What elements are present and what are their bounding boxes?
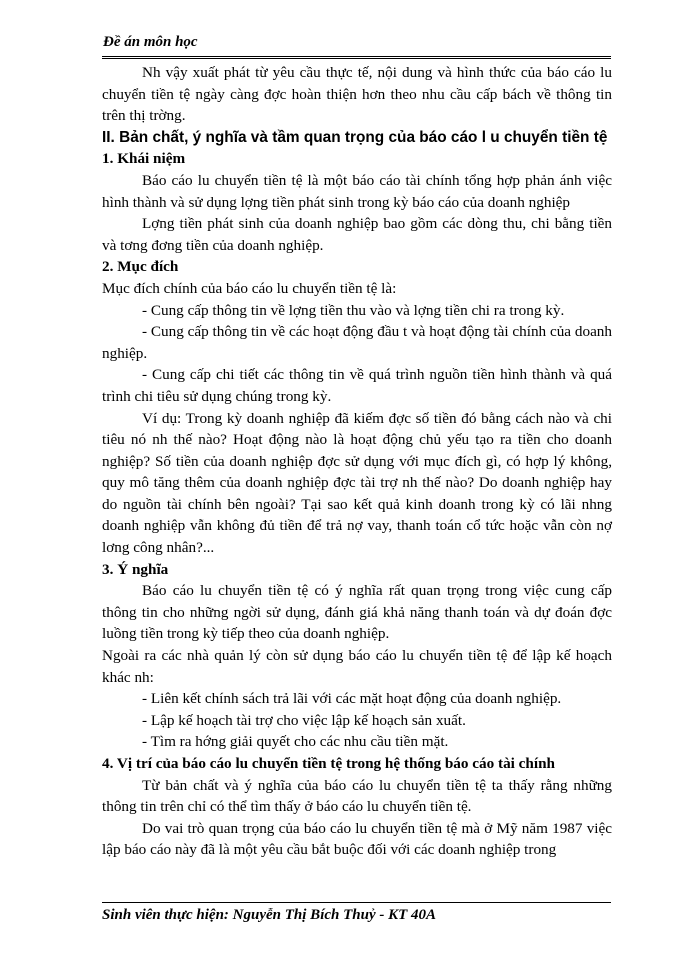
paragraph: Báo cáo lu chuyển tiền tệ là một báo cáo tài chính tổng hợp phản ánh việc hình thành và sử dụng lợng tiền phát sinh trong kỳ báo cáo của doanh nghiệp — [102, 171, 612, 211]
paragraph: Ví dụ: Trong kỳ doanh nghiệp đã kiếm đợc số tiền đó bằng cách nào và chi tiêu nó nh thế nào? Hoạt động nào là hoạt động chủ yếu tạo ra tiền cho doanh nghiệp? Số tiền của doanh nghiệp đợc sử dụng với mục đích gì, có hợp lý không, quy mô tăng thêm của doanh nghiệp đợc tài trợ nh thế nào? Do doanh nghiệp hay do nguồn tài chính bên ngoài? Tại sao kết quả kinh doanh trong kỳ có lãi nhng doanh nghiệp vẫn không đủ tiền để trả nợ vay, thanh toán cổ tức hoặc vẫn còn nợ lơng công nhân?... — [102, 409, 612, 557]
header-divider — [102, 56, 611, 59]
subsection-heading: 3. Ý nghĩa — [102, 560, 169, 578]
page-header: Đề án môn học — [103, 34, 198, 50]
section-heading: II. Bản chất, ý nghĩa và tầm quan trọng của báo cáo l u chuyển tiền tệ — [102, 128, 608, 146]
bullet-item: - Lập kế hoạch tài trợ cho việc lập kế hoạch sản xuất. — [142, 711, 466, 729]
paragraph: Báo cáo lu chuyển tiền tệ có ý nghĩa rất quan trọng trong việc cung cấp thông tin cho những ngời sử dụng, đánh giá khả năng thanh toán và dự đoán đợc luồng tiền trong kỳ tiếp theo của doanh nghiệp. — [102, 582, 612, 643]
paragraph: Lợng tiền phát sinh của doanh nghiệp bao gồm các dòng thu, chi bằng tiền và tơng đơng tiền của doanh nghiệp. — [102, 215, 612, 254]
bullet-item: - Cung cấp thông tin về lợng tiền thu vào và lợng tiền chi ra trong kỳ. — [142, 301, 565, 319]
bullet-item: - Cung cấp thông tin về các hoạt động đầu t và hoạt động tài chính của doanh nghiệp. — [102, 323, 612, 362]
paragraph: Ngoài ra các nhà quản lý còn sử dụng báo cáo lu chuyển tiền tệ để lập kế hoạch khác nh: — [102, 647, 612, 686]
subsection-heading: 4. Vị trí của báo cáo lu chuyển tiền tệ trong hệ thống báo cáo tài chính — [102, 755, 555, 772]
page-footer: Sinh viên thực hiện: Nguyễn Thị Bích Thuỷ - KT 40A — [102, 907, 437, 923]
bullet-item: - Liên kết chính sách trả lãi với các mặt hoạt động của doanh nghiệp. — [142, 690, 562, 708]
footer-divider — [102, 902, 611, 903]
document-body — [102, 62, 612, 861]
paragraph: Từ bản chất và ý nghĩa của báo cáo lu chuyển tiền tệ ta thấy rằng những thông tin trên chỉ có thể tìm thấy ở báo cáo lu chuyển tiền tệ. — [102, 776, 612, 816]
paragraph: Nh vậy xuất phát từ yêu cầu thực tế, nội dung và hình thức của báo cáo lu chuyển tiền tệ ngày càng đợc hoàn thiện hơn theo nhu cầu cấp bách về thông tin trên thị trờng. — [102, 64, 612, 125]
subsection-heading: 1. Khái niệm — [102, 150, 186, 168]
paragraph: Do vai trò quan trọng của báo cáo lu chuyển tiền tệ mà ở Mỹ năm 1987 việc lập báo cáo này đã là một yêu cầu bắt buộc đối với các doanh nghiệp trong — [102, 819, 612, 859]
bullet-item: - Tìm ra hớng giải quyết cho các nhu cầu tiền mặt. — [142, 733, 449, 751]
subsection-heading: 2. Mục đích — [102, 258, 179, 276]
bullet-item: - Cung cấp chi tiết các thông tin về quá trình nguồn tiền hình thành và quá trình chi tiêu sử dụng chúng trong kỳ. — [102, 366, 612, 405]
paragraph: Mục đích chính của báo cáo lu chuyển tiền tệ là: — [102, 279, 397, 297]
